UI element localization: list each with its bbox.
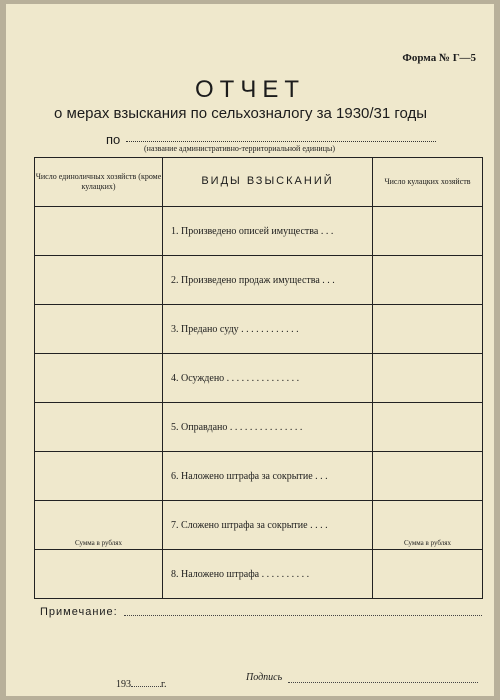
table-row (35, 550, 483, 599)
cell-individual[interactable] (35, 305, 163, 354)
sum-label-right: Сумма в рублях (403, 539, 452, 547)
cell-kulak[interactable] (373, 403, 483, 452)
cell-individual[interactable] (35, 256, 163, 305)
cell-kulak[interactable] (373, 207, 483, 256)
table-row (35, 305, 483, 354)
row-label: 2. Произведено продаж имущества . . . (163, 256, 373, 305)
report-table (34, 157, 483, 599)
cell-kulak[interactable] (373, 256, 483, 305)
table-row (35, 207, 483, 256)
row-label: 3. Предано суду . . . . . . . . . . . . (163, 305, 373, 354)
cell-individual[interactable] (35, 501, 163, 550)
cell-kulak[interactable] (373, 501, 483, 550)
territory-line (126, 141, 436, 142)
header-right: Число кулацких хозяйств (373, 158, 483, 207)
row-label: 6. Наложено штрафа за сокрытие . . . (163, 452, 373, 501)
note-label: Примечание: (40, 606, 118, 618)
form-page (6, 4, 494, 696)
territory-caption: (название административно-территориальной единицы) (144, 144, 336, 153)
cell-kulak[interactable] (373, 305, 483, 354)
header-left: Число единоличных хозяйств (кроме кулацких) (35, 158, 163, 207)
cell-kulak[interactable] (373, 354, 483, 403)
table-row (35, 452, 483, 501)
signature-field[interactable] (288, 682, 478, 683)
header-middle: ВИДЫ ВЗЫСКАНИЙ (163, 158, 373, 207)
page-subtitle: о мерах взыскания по сельхозналогу за 1930/31 годы (54, 105, 428, 122)
form-number: Форма № Г—5 (402, 52, 476, 64)
row-label: 5. Оправдано . . . . . . . . . . . . . . . (163, 403, 373, 452)
table-row (35, 354, 483, 403)
table-row (35, 256, 483, 305)
row-label: 4. Осуждено . . . . . . . . . . . . . . . (163, 354, 373, 403)
sum-label-left: Сумма в рублях (74, 539, 123, 547)
year-blank (131, 686, 161, 687)
table-row (35, 501, 483, 550)
table-header-row (35, 158, 483, 207)
row-label: 7. Сложено штрафа за сокрытие . . . . (163, 501, 373, 550)
po-label: по (106, 132, 121, 147)
page-title: ОТЧЕТ (195, 76, 305, 103)
row-label: 8. Наложено штрафа . . . . . . . . . . (163, 550, 373, 599)
cell-individual[interactable] (35, 207, 163, 256)
cell-individual-sum[interactable] (35, 550, 163, 599)
cell-kulak-sum[interactable] (373, 550, 483, 599)
signature-label: Подпись (246, 672, 283, 683)
year-suffix: г. (161, 679, 167, 690)
cell-individual[interactable] (35, 452, 163, 501)
table-row (35, 403, 483, 452)
cell-individual[interactable] (35, 403, 163, 452)
row-label: 1. Произведено описей имущества . . . (163, 207, 373, 256)
year-label: 193 (116, 679, 131, 690)
note-field[interactable] (124, 615, 482, 616)
date-field[interactable] (116, 679, 166, 690)
cell-individual[interactable] (35, 354, 163, 403)
cell-kulak[interactable] (373, 452, 483, 501)
